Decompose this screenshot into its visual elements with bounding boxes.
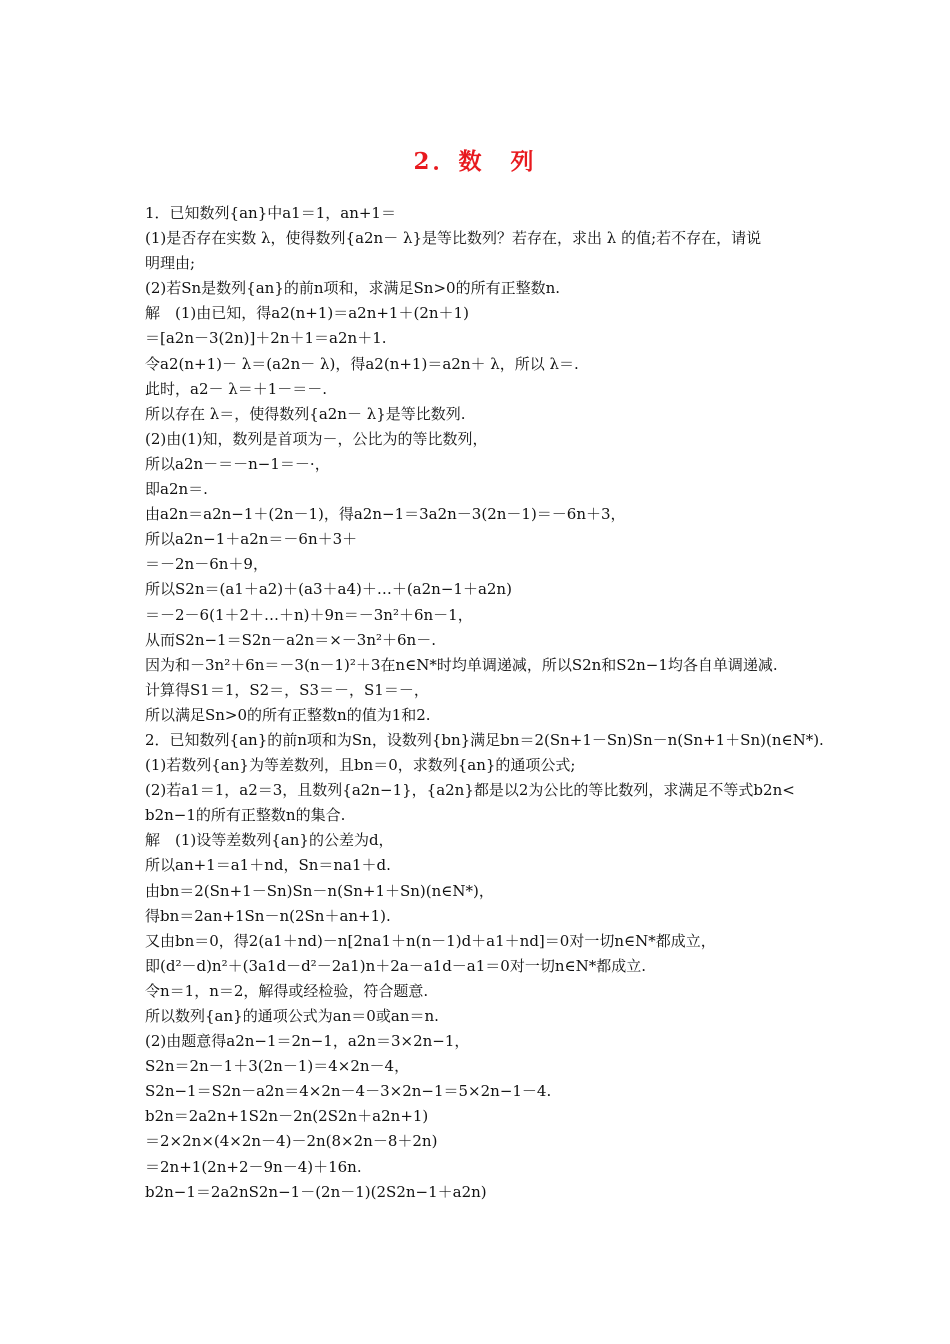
text-line: 所以a2n−1＋a2n＝－6n＋3＋ [145,530,358,549]
text-line: 所以S2n＝(a1＋a2)＋(a3＋a4)＋…＋(a2n−1＋a2n) [145,580,512,599]
text-line: (2)若Sn是数列{an}的前n项和，求满足Sn>0的所有正整数n. [145,279,561,298]
text-line: 令a2(n+1)－ λ＝(a2n－ λ)，得a2(n+1)＝a2n＋ λ，所以 λ＝. [145,354,579,373]
text-line: (2)若a1＝1，a2＝3，且数列{a2n−1}，{a2n}都是以2为公比的等比数列，求满足不等式b2n< [145,781,795,800]
text-line: 所以数列{an}的通项公式为an＝0或an＝n. [145,1007,439,1025]
text-line: ＝2n+1(2n+2－9n－4)＋16n. [145,1157,362,1176]
text-line: S2n−1＝S2n－a2n＝4×2n－4－3×2n−1＝5×2n−1－4. [145,1082,552,1101]
text-line: 所以存在 λ＝，使得数列{a2n－ λ}是等比数列. [145,404,466,423]
text-line: (2)由(1)知，数列是首项为－，公比为的等比数列， [145,429,488,448]
text-line: ＝－2－6(1＋2＋…＋n)＋9n＝－3n²＋6n－1， [145,605,473,624]
text-line: 即(d²－d)n²＋(3a1d－d²－2a1)n＋2a－a1d－a1＝0对一切n∈N*都成立. [145,956,647,975]
text-line: 得bn＝2an+1Sn－n(2Sn＋an+1). [145,906,391,925]
text-line: 由bn＝2(Sn+1－Sn)Sn－n(Sn+1＋Sn)(n∈N*)， [145,881,494,900]
text-line: b2n−1＝2a2nS2n−1－(2n－1)(2S2n−1＋a2n) [145,1182,487,1201]
text-line: ＝－2n－6n＋9， [145,555,268,574]
text-line: 计算得S1＝1，S2＝，S3＝－，S1＝－， [145,680,429,699]
document-body [145,201,824,1205]
text-line: 明理由; [145,254,196,273]
section-title: 2．数 列 [413,148,537,175]
text-line: (1)若数列{an}为等差数列，且bn＝0，求数列{an}的通项公式; [145,756,576,775]
text-line: ＝2×2n×(4×2n－4)－2n(8×2n－8＋2n) [145,1132,438,1151]
text-line: (1)是否存在实数 λ，使得数列{a2n－ λ}是等比数列？若存在，求出 λ 的值;若不存在，请说 [145,229,762,248]
text-line: 所以an+1＝a1＋nd，Sn＝na1＋d. [145,856,391,875]
text-line: 令n＝1，n＝2，解得或经检验，符合题意. [145,981,429,1000]
text-line: b2n−1的所有正整数n的集合. [145,806,346,825]
text-line: 所以满足Sn>0的所有正整数n的值为1和2. [145,705,431,724]
text-line: 解 (1)设等差数列{an}的公差为d， [145,831,394,850]
text-line: 由a2n＝a2n−1＋(2n－1)，得a2n−1＝3a2n－3(2n－1)＝－6n＋3， [145,505,626,524]
text-line: 从而S2n−1＝S2n－a2n＝×－3n²＋6n－. [145,630,436,649]
text-line: 又由bn＝0，得2(a1＋nd)－n[2na1＋n(n－1)d＋a1＋nd]＝0对一切n∈N*都成立， [145,931,716,950]
text-line: 解 (1)由已知，得a2(n+1)＝a2n+1＋(2n＋1) [145,304,469,323]
text-line: 1．已知数列{an}中a1＝1，an+1＝ [145,204,396,222]
text-line: 因为和－3n²＋6n＝－3(n－1)²＋3在n∈N*时均单调递减，所以S2n和S2n−1均各自单调递减. [145,655,778,674]
text-line: b2n＝2a2n+1S2n－2n(2S2n＋a2n+1) [145,1107,429,1126]
text-line: S2n＝2n－1＋3(2n－1)＝4×2n－4， [145,1057,410,1076]
text-line: 即a2n＝. [145,480,208,499]
text-line: 此时，a2－ λ＝＋1－＝－. [145,379,328,398]
text-line: 所以a2n－＝－n−1＝－·， [145,454,330,473]
text-line: (2)由题意得a2n−1＝2n−1，a2n＝3×2n−1， [145,1032,470,1051]
text-line: ＝[a2n－3(2n)]＋2n＋1＝a2n＋1. [145,329,387,348]
text-line: 2．已知数列{an}的前n项和为Sn，设数列{bn}满足bn＝2(Sn+1－Sn)Sn－n(Sn+1＋Sn)(n∈N*). [145,730,824,749]
